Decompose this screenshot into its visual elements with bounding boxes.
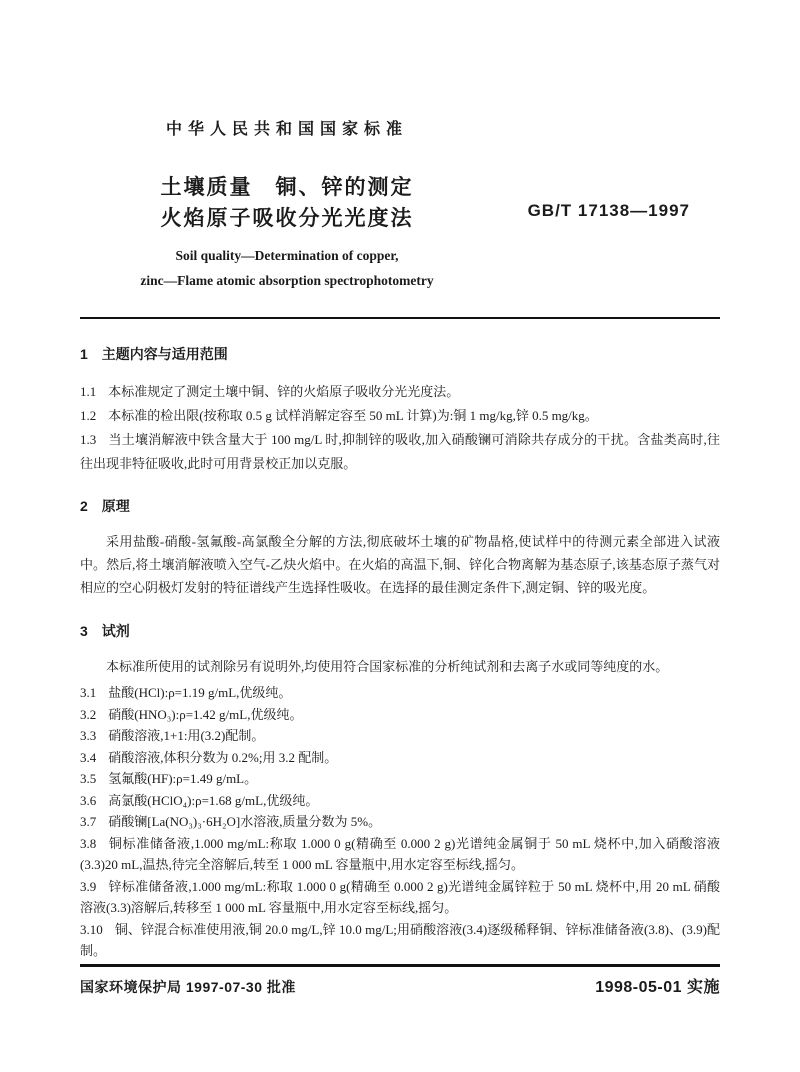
clause-number: 3.9	[80, 878, 97, 894]
clause-number: 3.8	[80, 835, 97, 851]
clause-text: 硝酸(HNO₃):ρ=1.42 g/mL,优级纯。	[108, 706, 303, 722]
implementation-note: 1998-05-01 实施	[595, 979, 720, 996]
reagent-clauses	[80, 682, 720, 962]
standard-label: 中华人民共和国国家标准	[165, 121, 408, 138]
clause-number: 1.2	[80, 408, 97, 423]
principle-paragraph: 采用盐酸-硝酸-氢氟酸-高氯酸全分解的方法,彻底破坏土壤的矿物晶格,使试样中的待测元素全部进入试液中。然后,将土壤消解液喷入空气-乙炔火焰中。在火焰的高温下,铜、锌化合物离解为基态原子,该基态原子蒸气对相应的空心阴极灯发射的特征谱线产生选择性吸收。在选择的最佳测定条件下,测定铜、锌的吸光度。	[80, 534, 720, 595]
section-heading-principle	[80, 496, 720, 516]
clause-3-5	[80, 768, 720, 790]
clause-text: 高氯酸(HClO₄):ρ=1.68 g/mL,优级纯。	[108, 792, 319, 808]
clause-3-2	[80, 704, 720, 726]
section-scope-clauses	[80, 380, 720, 476]
section-title: 主题内容与适用范围	[101, 346, 228, 362]
clause-3-10	[80, 919, 720, 962]
title-block	[80, 172, 494, 234]
clause-1-3	[80, 428, 720, 476]
section-number: 1	[80, 346, 88, 362]
footer	[80, 974, 720, 997]
clause-text: 锌标准储备液,1.000 mg/mL:称取 1.000 0 g(精确至 0.000 2 g)光谱纯金属锌粒于 50 mL 烧杯中,用 20 mL 硝酸溶液(3.3)溶解后,转移至 1 000 mL 容量瓶中,用水定容至标线,摇匀。	[80, 878, 720, 915]
section-number: 2	[80, 498, 88, 514]
clause-text: 铜、锌混合标准使用液,铜 20.0 mg/L,锌 10.0 mg/L;用硝酸溶液(3.4)逐级稀释铜、锌标准储备液(3.8)、(3.9)配制。	[80, 921, 720, 958]
clause-3-6	[80, 790, 720, 812]
clause-number: 3.5	[80, 771, 97, 786]
clause-number: 1.1	[80, 384, 97, 399]
document-title-line1: 土壤质量 铜、锌的测定	[160, 176, 414, 199]
standard-number: GB/T 17138—1997	[527, 201, 690, 220]
clause-text: 铜标准储备液,1.000 mg/mL:称取 1.000 0 g(精确至 0.000 2 g)光谱纯金属铜于 50 mL 烧杯中,加入硝酸溶液(3.3)20 mL,温热,待完全溶解后,转至 1 000 mL 容量瓶中,用水定容至标线,摇匀。	[80, 835, 720, 872]
clause-1-2	[80, 404, 720, 428]
clause-3-9	[80, 876, 720, 919]
clause-number: 3.10	[80, 921, 103, 937]
section-title: 原理	[101, 498, 130, 514]
clause-number: 3.2	[80, 706, 97, 722]
document-title-line2: 火焰原子吸收分光光度法	[160, 207, 414, 230]
section-heading-reagents	[80, 621, 720, 641]
clause-3-7	[80, 811, 720, 833]
header-divider	[80, 317, 720, 319]
clause-text: 本标准的检出限(按称取 0.5 g 试样消解定容至 50 mL 计算)为:铜 1 mg/kg,锌 0.5 mg/kg。	[108, 408, 598, 423]
clause-number: 3.7	[80, 814, 97, 829]
clause-text: 硝酸溶液,体积分数为 0.2%;用 3.2 配制。	[108, 749, 338, 765]
document-title-english-line1: Soil quality—Determination of copper,	[175, 248, 399, 263]
document-title-english-line2: zinc—Flame atomic absorption spectrophotometry	[140, 273, 434, 288]
clause-3-1	[80, 682, 720, 704]
clause-number: 3.4	[80, 749, 97, 765]
clause-number: 3.3	[80, 728, 97, 743]
clause-3-3	[80, 725, 720, 747]
clause-text: 氢氟酸(HF):ρ=1.49 g/mL。	[108, 771, 258, 786]
clause-1-1	[80, 380, 720, 404]
approval-note: 国家环境保护局 1997-07-30 批准	[80, 979, 296, 995]
clause-text: 硝酸镧[La(NO₃)₃·6H₂O]水溶液,质量分数为 5%。	[108, 814, 382, 829]
clause-3-8	[80, 833, 720, 876]
clause-number: 3.6	[80, 792, 97, 808]
footer-divider	[80, 964, 720, 967]
title-english-block	[80, 243, 494, 293]
clause-text: 本标准规定了测定土壤中铜、锌的火焰原子吸收分光光度法。	[108, 384, 460, 399]
document-body	[80, 334, 720, 962]
clause-number: 1.3	[80, 432, 97, 447]
clause-number: 3.1	[80, 685, 97, 700]
clause-text: 当土壤消解液中铁含量大于 100 mg/L 时,抑制锌的吸收,加入硝酸镧可消除共存成分的干扰。含盐类高时,往往出现非特征吸收,此时可用背景校正加以克服。	[80, 432, 720, 471]
section-number: 3	[80, 623, 88, 639]
clause-text: 硝酸溶液,1+1:用(3.2)配制。	[108, 728, 265, 743]
clause-text: 盐酸(HCl):ρ=1.19 g/mL,优级纯。	[108, 685, 292, 700]
clause-3-4	[80, 747, 720, 769]
section-title: 试剂	[101, 623, 130, 639]
section-heading-scope	[80, 344, 720, 364]
reagents-intro-paragraph: 本标准所使用的试剂除另有说明外,均使用符合国家标准的分析纯试剂和去离子水或同等纯度的水。	[106, 659, 669, 674]
